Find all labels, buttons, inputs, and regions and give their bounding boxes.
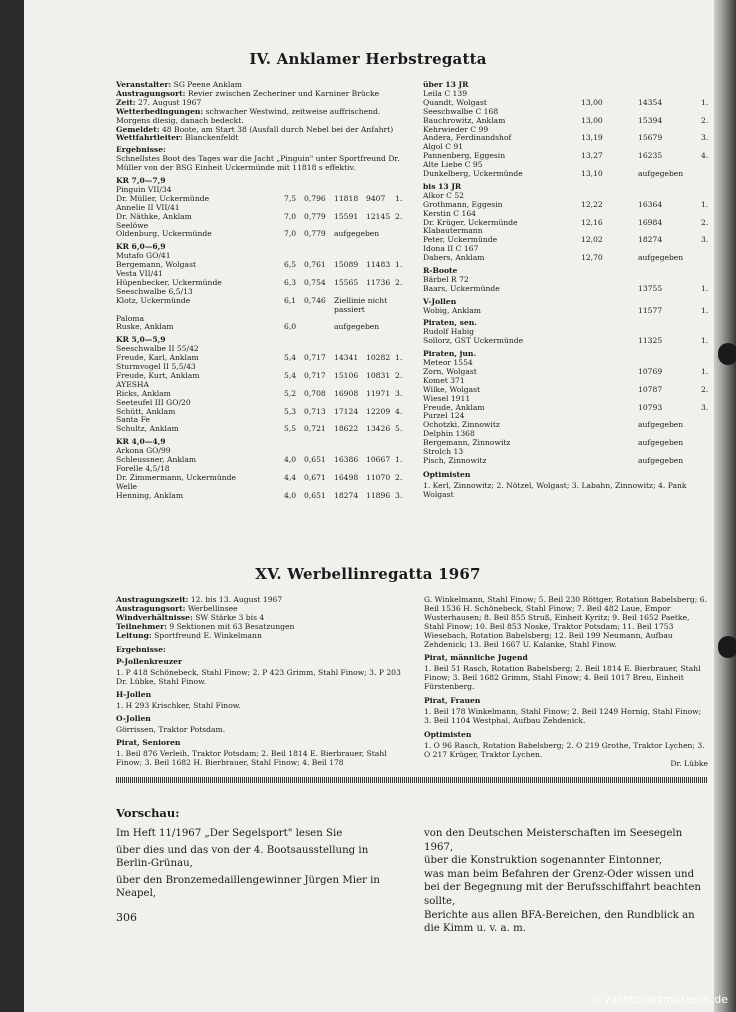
boat-name: Welle xyxy=(116,481,138,491)
crew-name: Dr. Krüger, Uckermünde xyxy=(423,217,518,227)
info-value: 12. bis 13. August 1967 xyxy=(188,595,283,604)
result-row xyxy=(423,117,710,126)
crew-name: Andera, Ferdinandshof xyxy=(423,133,512,143)
result-time: aufgegeben xyxy=(638,253,684,263)
boat-name: Seeschwalbe 6,5/13 xyxy=(116,286,193,296)
corrected-time: 11896 xyxy=(366,490,391,500)
result-row xyxy=(423,421,710,430)
elapsed-time: 14341 xyxy=(334,353,359,363)
result-row xyxy=(116,279,411,288)
elapsed-time: 15591 xyxy=(334,211,359,221)
info-line xyxy=(116,108,411,126)
class-heading: R-Boote xyxy=(423,265,458,275)
class-heading: Optimisten xyxy=(424,729,472,739)
elapsed-time: 15089 xyxy=(334,260,359,270)
class-heading: Pirat, männliche Jugend xyxy=(424,653,528,663)
result-row xyxy=(423,99,710,108)
boat-name: Forelle 4,5/18 xyxy=(116,463,170,473)
elapsed-time: 18274 xyxy=(334,490,359,500)
rating: 13,27 xyxy=(581,151,603,161)
boat-name: Arkona GO/99 xyxy=(116,446,171,456)
result-time: 10787 xyxy=(638,384,663,394)
boat-name: Sturmvogel II 5,5/43 xyxy=(116,362,196,372)
info-value: 9 Sektionen mit 63 Besatzungen xyxy=(166,621,295,631)
coefficient: 0,651 xyxy=(304,455,326,465)
result-row xyxy=(423,457,710,466)
boat-name: Alte Liebe C 95 xyxy=(423,160,483,170)
place: 5. xyxy=(395,424,403,434)
crew-name: Oldenburg, Uckermünde xyxy=(116,229,212,239)
time-note: Ziellinie nicht xyxy=(334,295,388,305)
place: 1. xyxy=(701,199,709,209)
class-heading: V-Jollen xyxy=(423,296,457,306)
place: 1. xyxy=(395,260,403,270)
elapsed-time: 17124 xyxy=(334,406,359,416)
info-value: SW Stärke 3 bis 4 xyxy=(192,612,265,622)
time-note: aufgegeben xyxy=(334,322,380,332)
werbellin-left-column xyxy=(116,596,408,768)
result-row xyxy=(116,354,411,363)
class-heading: O-Jollen xyxy=(116,713,151,723)
boat-name: Seeteufel III GO/20 xyxy=(116,397,191,407)
preview-line: was man beim Befahren der Grenz-Oder wissen und bei der Begegnung mit der Berufsschiffahrt beachten sollte, xyxy=(424,868,701,907)
crew-name: Zorn, Wolgast xyxy=(423,367,477,376)
elapsed-time: 16498 xyxy=(334,472,359,482)
result-row xyxy=(116,492,411,501)
factor: 5,4 xyxy=(284,370,297,380)
crew-name: Bergemann, Zinnowitz xyxy=(423,438,511,448)
result-time: 10793 xyxy=(638,402,663,412)
rating: 13,19 xyxy=(581,133,603,143)
place: 1. xyxy=(701,336,709,346)
factor: 6,1 xyxy=(284,295,297,305)
place: 1. xyxy=(701,283,709,293)
result-time: 11577 xyxy=(638,305,663,315)
rating: 13,10 xyxy=(581,169,603,178)
preview-line: von den Deutschen Meisterschaften im Seesegeln 1967, xyxy=(424,828,683,853)
coefficient: 0,717 xyxy=(304,370,326,380)
boat-name: Algol C 91 xyxy=(423,142,464,152)
place: 4. xyxy=(395,406,403,416)
info-label: Veranstalter: xyxy=(116,80,172,89)
factor: 4,0 xyxy=(284,455,297,465)
place: 2. xyxy=(395,277,403,287)
place: 1. xyxy=(395,353,403,363)
result-time: 15679 xyxy=(638,133,663,143)
rating: 13,00 xyxy=(581,97,603,107)
time-note: passiert xyxy=(334,304,365,314)
crew-name: Freude, Karl, Anklam xyxy=(116,353,199,363)
crew-name: Schütt, Anklam xyxy=(116,406,176,416)
crew-name: Dunkelberg, Uckermünde xyxy=(423,169,523,178)
boat-name: Vesta VII/41 xyxy=(116,269,163,279)
result-row xyxy=(423,439,710,448)
rating: 12,70 xyxy=(581,253,603,263)
boat-name: Santa Fe xyxy=(116,415,150,425)
place: 1. xyxy=(701,367,709,376)
result-row xyxy=(116,230,411,239)
place: 3. xyxy=(701,402,709,412)
coefficient: 0,746 xyxy=(304,295,326,305)
coefficient: 0,651 xyxy=(304,490,326,500)
crew-name: Schleussner, Anklam xyxy=(116,455,197,465)
boat-name: Annelie II VII/41 xyxy=(116,202,180,212)
boat-name: Wiesel 1911 xyxy=(423,393,471,403)
crew-name: Freude, Anklam xyxy=(423,402,485,412)
class-heading: KR 7,0—7,9 xyxy=(116,176,166,186)
result-time: 16364 xyxy=(638,199,663,209)
factor: 7,5 xyxy=(284,193,297,203)
result-row xyxy=(423,285,710,294)
result-row xyxy=(116,456,411,465)
crew-name: Dr. Müller, Uckermünde xyxy=(116,193,210,203)
boat-name: Idona II C 167 xyxy=(423,244,479,254)
factor: 4,0 xyxy=(284,490,297,500)
result-time: 10769 xyxy=(638,367,663,376)
crew-name: Bauchrowitz, Anklam xyxy=(423,115,506,125)
page-edge xyxy=(714,0,736,1012)
preview-line: über dies und das von der 4. Bootsausstellung in Berlin-Grünau, xyxy=(116,844,369,870)
section-title: IV. Anklamer Herbstregatta xyxy=(249,50,487,68)
result-time: 16984 xyxy=(638,217,663,227)
result-row xyxy=(116,372,411,381)
results-text: 1. Beil 51 Rasch, Rotation Babelsberg; 2. Beil 1814 E. Bierbrauer, Stahl Finow; 3. Beil 1682 Grimm, Stahl Finow; 4. Beil 1017 Breu, Einheit Fürstenberg. xyxy=(424,664,701,692)
result-time: 14354 xyxy=(638,97,663,107)
boat-name: AYESHA xyxy=(116,379,150,389)
info-value: Werbellinsee xyxy=(185,603,238,613)
binding-tab xyxy=(718,636,736,658)
info-label: Leitung: xyxy=(116,630,152,640)
result-time: 13755 xyxy=(638,283,663,293)
result-time: aufgegeben xyxy=(638,455,684,465)
place: 3. xyxy=(395,490,403,500)
result-time: aufgegeben xyxy=(638,169,684,178)
elapsed-time: 16908 xyxy=(334,388,359,398)
factor: 5,5 xyxy=(284,424,297,434)
rating: 12,16 xyxy=(581,217,603,227)
place: 3. xyxy=(395,388,403,398)
crew-name: Ruske, Anklam xyxy=(116,322,174,332)
boat-name: Alkor C 52 xyxy=(423,190,465,200)
coefficient: 0,671 xyxy=(304,472,326,482)
anklamer-right-column xyxy=(423,81,710,500)
result-time: 11325 xyxy=(638,336,663,346)
info-label: Windverhältnisse: xyxy=(116,612,193,622)
corrected-time: 13426 xyxy=(366,424,391,434)
corrected-time: 11483 xyxy=(366,260,391,270)
coefficient: 0,708 xyxy=(304,388,326,398)
elapsed-time: 16386 xyxy=(334,455,359,465)
class-heading: über 13 JR xyxy=(423,80,469,89)
boat-name: Bärbel R 72 xyxy=(423,274,469,284)
boat-name: Paloma xyxy=(116,313,145,323)
crew-name: Henning, Anklam xyxy=(116,490,184,500)
place: 3. xyxy=(701,133,709,143)
result-row xyxy=(423,404,710,413)
page-number: 306 xyxy=(116,911,137,924)
result-row xyxy=(423,236,710,245)
result-time: aufgegeben xyxy=(638,420,684,430)
factor: 5,4 xyxy=(284,353,297,363)
place: 1. xyxy=(395,193,403,203)
boat-name: Kehrwieder C 99 xyxy=(423,124,489,134)
class-heading: KR 5,0—5,9 xyxy=(116,335,166,345)
results-text: 1. Beil 178 Winkelmann, Stahl Finow; 2. Beil 1249 Hornig, Stahl Finow; 3. Beil 1104 Westphal, Aufbau Zehdenick. xyxy=(424,706,702,725)
result-row xyxy=(116,306,411,315)
preview-right-column xyxy=(424,827,709,936)
result-row xyxy=(116,213,411,222)
time-note: aufgegeben xyxy=(334,229,380,239)
preview-line: Im Heft 11/1967 „Der Segelsport" lesen Sie xyxy=(116,828,343,839)
preview-line: Berichte aus allen BFA-Bereichen, den Rundblick an die Kimm u. v. a. m. xyxy=(424,909,695,935)
result-time: 16235 xyxy=(638,151,663,161)
crew-name: Schultz, Anklam xyxy=(116,424,179,434)
place: 2. xyxy=(701,384,709,394)
place: 1. xyxy=(701,305,709,315)
crew-name: Ochotzki, Zinnowitz xyxy=(423,420,500,430)
info-value: SG Peene Anklam xyxy=(171,80,242,89)
class-heading: Piraten, sen. xyxy=(423,318,477,328)
coefficient: 0,796 xyxy=(304,193,326,203)
info-label: Wettfahrtleiter: xyxy=(116,133,183,143)
results-text: Schnellstes Boot des Tages war die Jacht „Pinguin" unter Sportfreund Dr. Müller von der BSG Einheit Uckermünde mit 11818 s effektiv. xyxy=(116,154,400,173)
result-row xyxy=(423,368,710,377)
factor: 6,5 xyxy=(284,260,297,270)
place: 2. xyxy=(395,211,403,221)
crew-name: Dabers, Anklam xyxy=(423,253,485,263)
preview-heading: Vorschau: xyxy=(116,806,180,820)
result-row xyxy=(116,474,411,483)
info-label: Austragungsort: xyxy=(116,603,186,613)
coefficient: 0,717 xyxy=(304,353,326,363)
results-text: Görrissen, Traktor Potsdam. xyxy=(116,724,226,734)
result-row xyxy=(116,425,411,434)
class-heading: Pirat, Frauen xyxy=(424,696,481,706)
crew-name: Freude, Kurt, Anklam xyxy=(116,370,200,380)
results-text: 1. P 418 Schönebeck, Stahl Finow; 2. P 423 Grimm, Stahl Finow; 3. P 203 Dr. Lübke, Stahl Finow. xyxy=(116,668,401,687)
rating: 12,22 xyxy=(581,199,603,209)
results-text: 1. Beil 876 Verleih, Traktor Potsdam; 2. Beil 1814 E. Bierbrauer, Stahl Finow; 3. Beil 1682 H. Bierbrauer, Stahl Finow; 4. Beil 178 xyxy=(116,748,387,767)
crew-name: Pisch, Zinnowitz xyxy=(423,455,487,465)
crew-name: Baars, Uckermünde xyxy=(423,283,500,293)
crew-name: Wilke, Wolgast xyxy=(423,384,481,394)
result-time: 18274 xyxy=(638,235,663,245)
result-row xyxy=(116,297,411,306)
coefficient: 0,754 xyxy=(304,277,326,287)
elapsed-time: 11818 xyxy=(334,193,359,203)
crew-name: Pannenberg, Eggesin xyxy=(423,151,506,161)
result-row xyxy=(423,337,710,346)
coefficient: 0,721 xyxy=(304,424,326,434)
elapsed-time: 15106 xyxy=(334,370,359,380)
factor: 6,0 xyxy=(284,322,297,332)
crew-name: Grothmann, Eggesin xyxy=(423,199,503,209)
class-heading: Optimisten xyxy=(423,469,471,479)
preview-left-column xyxy=(116,827,406,904)
result-row xyxy=(116,195,411,204)
rating: 12,02 xyxy=(581,235,603,245)
results-text: G. Winkelmann, Stahl Finow; 5. Beil 230 Röttger, Rotation Babelsberg; 6. Beil 1536 H. Schönebeck, Stahl Finow; 7. Beil 482 Laue, Empor Wusterhausen; 8. Beil 855 Struß, Einheit Kyritz; 9. Beil 1652 Paetke, Stahl Finow; 10. Beil 853 Noske, Traktor Potsdam; 11. Beil 1753 Wiesebach, Rotation Babelsberg; 12. Beil 199 Neumann, Aufbau Zehdenick; 13. Beil 1667 U. Kalanke, Stahl Finow. xyxy=(424,595,707,649)
result-row xyxy=(423,254,710,263)
results-label: Ergebnisse: xyxy=(116,644,166,654)
result-time: aufgegeben xyxy=(638,438,684,448)
preview-line: über die Konstruktion sogenannter Eintonner, xyxy=(424,855,663,867)
boat-name: Seelöwe xyxy=(116,220,149,230)
factor: 7,0 xyxy=(284,229,297,239)
coefficient: 0,713 xyxy=(304,406,326,416)
info-label: Austragungsort: xyxy=(116,88,186,98)
info-value: schwacher Westwind, zeitweise auffrischend. Morgens diesig, danach bedeckt. xyxy=(116,106,381,125)
class-heading: P-Jollenkreuzer xyxy=(116,657,182,667)
coefficient: 0,779 xyxy=(304,229,326,239)
factor: 5,2 xyxy=(284,388,297,398)
factor: 4,4 xyxy=(284,472,297,482)
elapsed-time: 15565 xyxy=(334,277,359,287)
place: 1. xyxy=(701,97,709,107)
signature: Dr. Lübke xyxy=(670,758,708,768)
crew-name: Quandt, Wolgast xyxy=(423,97,487,107)
boat-name: Seeschwalbe C 168 xyxy=(423,106,499,116)
info-value: Blanckenfeldt xyxy=(182,133,239,143)
place: 2. xyxy=(701,115,709,125)
crew-name: Sollorz, GST Uckermünde xyxy=(423,336,524,346)
binding-tab xyxy=(718,343,736,365)
boat-name: Mutafo GO/41 xyxy=(116,251,171,261)
boat-name: Leila C 139 xyxy=(423,88,468,98)
boat-name: Pinguin VII/34 xyxy=(116,184,172,194)
boat-name: Klabautermann xyxy=(423,226,483,236)
coefficient: 0,761 xyxy=(304,260,326,270)
place: 1. xyxy=(395,455,403,465)
boat-name: Komet 371 xyxy=(423,375,465,385)
result-row xyxy=(423,386,710,395)
corrected-time: 12145 xyxy=(366,211,391,221)
crew-name: Wobig, Anklam xyxy=(423,305,481,315)
class-heading: KR 6,0—6,9 xyxy=(116,242,166,252)
result-row xyxy=(423,152,710,161)
info-line xyxy=(116,632,408,641)
info-value: Revier zwischen Zecheriner und Karniner Brücke xyxy=(185,88,380,98)
coefficient: 0,779 xyxy=(304,211,326,221)
result-row xyxy=(423,307,710,316)
corrected-time: 11971 xyxy=(366,388,391,398)
place: 3. xyxy=(701,235,709,245)
place: 4. xyxy=(701,151,709,161)
info-value: Sportfreund E. Winkelmann xyxy=(151,630,262,640)
crew-name: Dr. Näthke, Anklam xyxy=(116,211,192,221)
anklamer-left-column xyxy=(116,81,411,501)
corrected-time: 12209 xyxy=(366,406,391,416)
result-row xyxy=(116,408,411,417)
rating: 13,00 xyxy=(581,115,603,125)
boat-name: Purzel 124 xyxy=(423,411,465,421)
result-row xyxy=(423,134,710,143)
crew-name: Hüpenbecker, Uckermünde xyxy=(116,277,222,287)
place: 2. xyxy=(395,472,403,482)
info-label: Teilnehmer: xyxy=(116,621,167,631)
result-row xyxy=(423,201,710,210)
info-label: Zeit: xyxy=(116,97,136,107)
result-time: 15394 xyxy=(638,115,663,125)
class-heading: H-Jollen xyxy=(116,690,152,700)
class-heading: KR 4,0—4,9 xyxy=(116,437,166,447)
results-label: Ergebnisse: xyxy=(116,145,166,155)
corrected-time: 11070 xyxy=(366,472,391,482)
factor: 7,0 xyxy=(284,211,297,221)
boat-name: Delphin 1368 xyxy=(423,429,475,439)
crew-name: Dr. Zimmermann, Uckermünde xyxy=(116,472,236,482)
corrected-time: 11736 xyxy=(366,277,391,287)
result-row xyxy=(116,261,411,270)
info-label: Austragungszeit: xyxy=(116,595,189,604)
info-value: 48 Boote, am Start 38 (Ausfall durch Nebel bei der Anfahrt) xyxy=(159,124,394,134)
result-row xyxy=(423,219,710,228)
corrected-time: 10667 xyxy=(366,455,391,465)
info-label: Wetterbedingungen: xyxy=(116,106,204,116)
boat-name: Strolch 13 xyxy=(423,447,464,457)
werbellin-right-column xyxy=(424,596,708,768)
info-label: Gemeldet: xyxy=(116,124,160,134)
results-text: 1. H 293 Krischker, Stahl Finow. xyxy=(116,701,241,711)
info-line xyxy=(116,134,411,143)
result-row xyxy=(116,323,411,332)
class-heading: bis 13 JR xyxy=(423,181,462,191)
crew-name: Ricks, Anklam xyxy=(116,388,171,398)
corrected-time: 10282 xyxy=(366,353,391,363)
corrected-time: 9407 xyxy=(366,193,386,203)
section-title: XV. Werbellinregatta 1967 xyxy=(255,565,481,583)
place: 2. xyxy=(701,217,709,227)
result-row xyxy=(423,170,710,179)
elapsed-time: 18622 xyxy=(334,424,359,434)
crew-name: Klotz, Uckermünde xyxy=(116,295,191,305)
crew-name: Peter, Uckermünde xyxy=(423,235,498,245)
place: 2. xyxy=(395,370,403,380)
boat-name: Rudolf Habig xyxy=(423,327,474,337)
separator-bar xyxy=(116,777,708,783)
corrected-time: 10831 xyxy=(366,370,391,380)
factor: 5,3 xyxy=(284,406,297,416)
boat-name: Seeschwalbe II 55/42 xyxy=(116,344,199,354)
crew-name: Bergemann, Wolgast xyxy=(116,260,197,270)
preview-line: über den Bronzemedaillengewinner Jürgen Mier in Neapel, xyxy=(116,874,380,900)
info-value: 27. August 1967 xyxy=(135,97,202,107)
class-heading: Pirat, Senioren xyxy=(116,737,181,747)
class-heading: Piraten, jun. xyxy=(423,349,477,359)
watermark: © yachtsportmuseum.de xyxy=(589,993,728,1006)
boat-name: Meteor 1554 xyxy=(423,358,473,368)
result-row xyxy=(116,390,411,399)
results-text: 1. O 96 Rasch, Rotation Babelsberg; 2. O 219 Grothe, Traktor Lychen; 3. O 217 Krüger, Traktor Lychen. xyxy=(424,740,705,759)
results-text: 1. Kerl, Zinnowitz; 2. Nötzel, Wolgast; 3. Labahn, Zinnowitz; 4. Pank Wolgast xyxy=(423,480,687,499)
boat-name: Kerstin C 164 xyxy=(423,208,476,218)
factor: 6,3 xyxy=(284,277,297,287)
